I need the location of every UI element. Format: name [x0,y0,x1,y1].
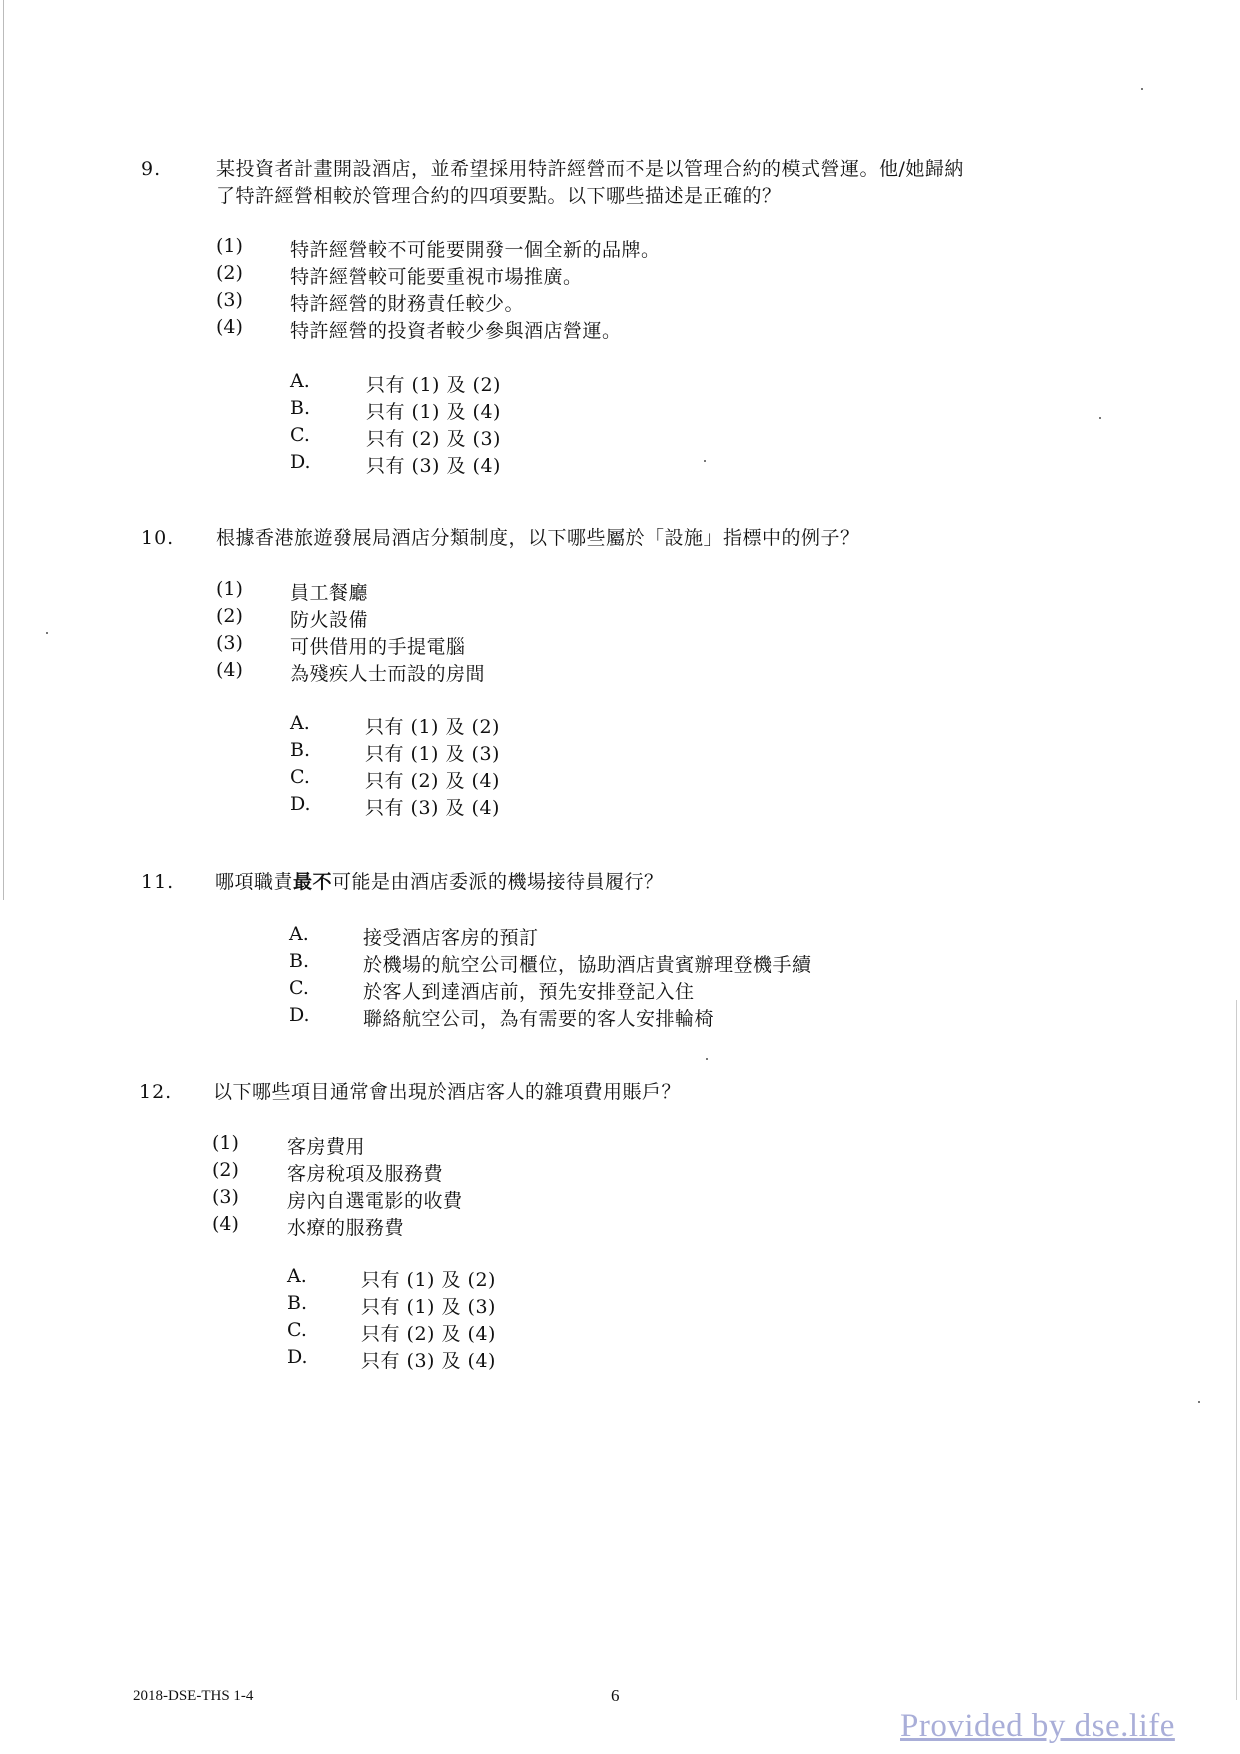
option-text: 只有 (1) 及 (2) [361,1269,496,1291]
question-stem-text: 可能是由酒店委派的機場接待員履行？ [332,871,664,893]
option-letter: B. [289,950,310,972]
scan-edge-mark [1236,1000,1237,1700]
option-text: 只有 (1) 及 (2) [365,716,500,738]
option-letter: D. [290,793,311,815]
statement-number: (2) [212,1159,239,1181]
statement-number: (3) [216,289,243,311]
scan-speck [1198,1401,1200,1403]
option-letter: B. [290,739,311,761]
statement-number: (4) [216,316,243,338]
option-text: 於客人到達酒店前，預先安排登記入住 [363,981,695,1003]
scan-speck [1141,88,1143,90]
question-stem [213,1079,1153,1106]
question-stem-line: 某投資者計畫開設酒店，並希望採用特許經營而不是以管理合約的模式營運。他/她歸納 [216,158,964,180]
statement-text: 水療的服務費 [287,1217,405,1239]
question-stem-emphasis: 最不 [293,871,333,893]
option-letter: A. [290,712,310,734]
option-text: 只有 (2) 及 (3) [366,428,501,450]
question-number: 10. [141,527,175,549]
question-number: 9. [141,158,162,180]
page-number: 6 [611,1686,620,1705]
option-text: 只有 (3) 及 (4) [361,1350,496,1372]
option-letter: B. [290,397,311,419]
statement-number: (3) [212,1186,239,1208]
statement-number: (4) [216,659,243,681]
option-letter: C. [290,766,310,788]
question-stem-line: 以下哪些項目通常會出現於酒店客人的雜項費用賬戶？ [213,1081,682,1103]
statement-number: (3) [216,632,243,654]
option-letter: A. [290,370,310,392]
option-text: 只有 (1) 及 (4) [366,401,501,423]
option-text: 只有 (3) 及 (4) [366,455,501,477]
statement-number: (2) [216,605,243,627]
statement-text: 為殘疾人士而設的房間 [290,663,486,685]
statement-text: 房內自選電影的收費 [287,1190,463,1212]
statement-text: 客房稅項及服務費 [287,1163,444,1185]
option-text: 只有 (2) 及 (4) [361,1323,496,1345]
option-letter: A. [287,1265,307,1287]
statement-text: 客房費用 [287,1136,366,1158]
option-letter: C. [290,424,310,446]
option-letter: D. [290,451,311,473]
statement-number: (1) [216,578,243,600]
scan-speck [704,460,706,462]
question-number: 11. [141,871,175,893]
scan-speck [46,632,48,634]
question-stem [216,156,1156,210]
option-letter: A. [289,923,309,945]
question-stem [216,525,1156,552]
option-letter: D. [289,1004,310,1026]
statement-text: 防火設備 [290,609,369,631]
option-text: 只有 (3) 及 (4) [365,797,500,819]
statement-text: 特許經營的投資者較少參與酒店營運。 [290,320,622,342]
option-letter: D. [287,1346,308,1368]
scan-edge-mark [3,0,4,900]
statement-number: (1) [216,235,243,257]
question-stem-line: 了特許經營相較於管理合約的四項要點。以下哪些描述是正確的？ [216,185,782,207]
statement-number: (4) [212,1213,239,1235]
paper-code: 2018-DSE-THS 1-4 [133,1688,254,1704]
statement-text: 員工餐廳 [290,582,369,604]
question-stem-text: 哪項職責 [215,871,294,893]
option-text: 只有 (1) 及 (3) [361,1296,496,1318]
watermark: Provided by dse.life [900,1708,1175,1744]
option-text: 接受酒店客房的預訂 [363,927,539,949]
option-text: 只有 (2) 及 (4) [365,770,500,792]
statement-text: 特許經營的財務責任較少。 [290,293,525,315]
option-letter: C. [287,1319,307,1341]
option-text: 只有 (1) 及 (2) [366,374,501,396]
question-stem [215,869,1155,896]
statement-text: 可供借用的手提電腦 [290,636,466,658]
statement-text: 特許經營較可能要重視市場推廣。 [290,266,583,288]
option-letter: C. [289,977,309,999]
option-text: 於機場的航空公司櫃位，協助酒店貴賓辦理登機手續 [363,954,812,976]
statement-text: 特許經營較不可能要開發一個全新的品牌。 [290,239,661,261]
question-stem-line: 根據香港旅遊發展局酒店分類制度，以下哪些屬於「設施」指標中的例子？ [216,527,860,549]
scan-speck [706,1058,708,1060]
option-letter: B. [287,1292,308,1314]
question-number: 12. [139,1081,173,1103]
option-text: 只有 (1) 及 (3) [365,743,500,765]
statement-number: (2) [216,262,243,284]
statement-number: (1) [212,1132,239,1154]
scan-speck [1099,417,1101,419]
option-text: 聯絡航空公司，為有需要的客人安排輪椅 [363,1008,715,1030]
